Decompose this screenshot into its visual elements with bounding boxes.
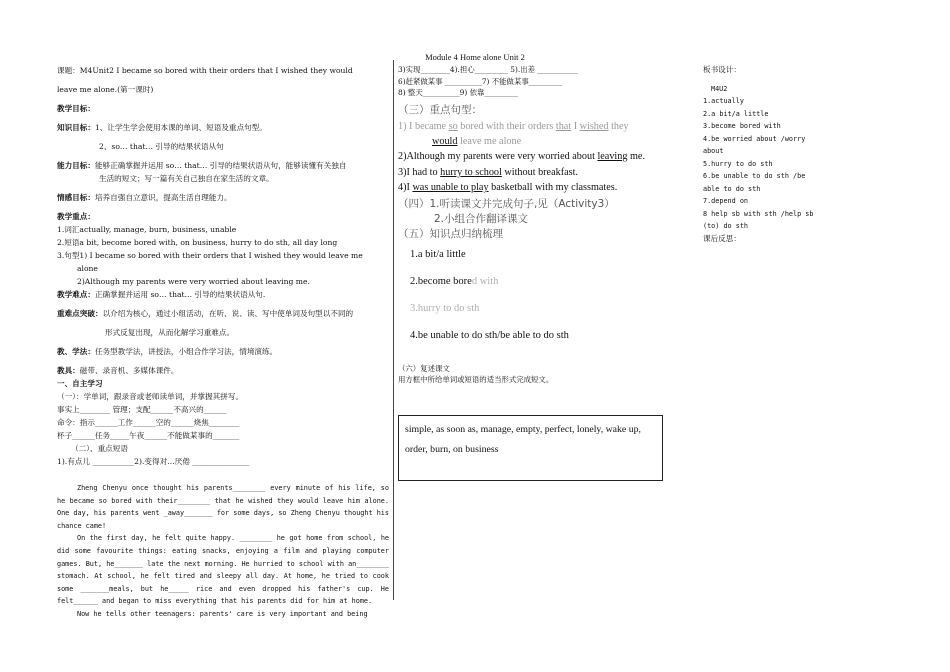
point-2 [398,276,698,287]
phrases-row-1: 1).有点儿 ___________2).变得对…厌倦 _______________ [57,457,250,466]
sentence-1-cont [398,134,698,149]
section-4-heading: （四）1.听读课文并完成句子,见（Activity3） [398,197,615,210]
key-sentences-cont: alone [77,264,98,273]
self-study-title: 一、自主学习 [57,379,103,388]
goals-title: 教学目标： [57,104,95,113]
task-2: （二）、重点短语 [71,444,128,453]
sentence-2-text: 2)Although my parents were very worried about [398,151,598,163]
words-row-2: 命令：指示______工作______空的______烧焦________ [57,418,240,427]
ability-label: 能力目标： [57,161,95,170]
page-header: Module 4 Home alone Unit 2 [425,52,525,62]
sentence-4-text-2: basketball with my classmates. [488,182,618,194]
board-item-2: 2.a bit/a little [703,109,769,118]
sentence-1-text-2: bored with their orders [457,120,556,132]
knowledge-1: 1、让学生学会使用本课的单词、短语及重点句型。 [94,123,267,132]
method-text: 任务型教学法，讲授法，小组合作学习法，情境演练。 [94,347,278,356]
sentence-1 [398,119,698,134]
reading-passage [57,482,389,621]
sentence-3 [398,165,698,180]
key-phrases: 2.短语a bit, become bored with, on business, hurry to do sth, all day long [57,238,338,247]
point-2-text-faint: d with [471,275,499,287]
section-5-heading: （五）知识点归纳梳理 [398,227,503,240]
section-6-heading: （六）复述课文 [398,363,450,373]
column-divider [393,60,394,600]
board-item-0: M4U2 [711,84,728,93]
board-item-3: 3.become bored with [703,122,781,130]
board-item-7: 7.depend on [703,197,749,205]
section-4-sub: 2.小组合作翻译课文 [434,212,529,225]
board-item-6: 6.be unable to do sth /be able to do sth [703,172,806,193]
point-3: 3.hurry to do sth [410,302,480,314]
sentence-1-text-5: leave me alone [457,135,522,147]
emotion-label: 情感目标： [57,193,95,202]
sentence-1-text-3: I [571,120,580,132]
key-points-title: 教学重点： [57,212,95,221]
sentence-1-wished: wished [579,120,609,132]
difficult-text: 正确掌握并运用 so… that… 引导的结果状语从句. [94,290,266,299]
point-2-text: 2.become bore [410,275,472,287]
key-sentences: 3.句型1) I became so bored with their orders that I wished they would leave me [57,251,363,260]
sentence-1-text: 1) I became [398,120,449,132]
section-6-instruction: 用方框中所给单词或短语的适当形式完成短文。 [398,375,554,385]
task-1: （一）：学单词，跟录音或老师读单词，并掌握其拼写。 [57,392,244,401]
point-4-text: be unable to do sth/be able to do sth [417,329,569,341]
topic-line-1: 课题：M4Unit2 I became so bored with their orders that I wished they would [57,66,353,75]
point-4-number: 4. [410,329,418,341]
board-item-5: 5.hurry to do sth [703,159,773,168]
phrases-row-4: 8) 整天__________9) 依靠_________ [398,88,518,97]
ability-2: 生活的短文；写一篇有关自己独自在家生活的文章。 [99,174,274,183]
passage-paragraph-2: On the first day, he felt quite happy. ________ he got home from school, he did some favourite things: eating snacks, enjoying a film and playing computer games. But, he_______ late the next morning. He hurried to school with an________ stomach. At school, he felt tired and sleepy all day. At home, he tried to cook some _______meals, but he_____ rice and even dropped his father's cup. He felt______ and began to miss everything that his parents did for him at home. [57,534,389,606]
knowledge-2: 2、so… that… 引导的结果状语从句 [99,142,224,151]
middle-column [398,64,698,386]
point-4 [398,330,698,341]
key-vocab: 1.词汇actually, manage, burn, business, unable [57,225,237,234]
sentence-2-text-2: me. [627,151,645,163]
sentence-4-text: 4)I [398,182,413,194]
passage-paragraph-1: Zheng Chenyu once thought his parents________ every minute of his life, so he became so bored with their________ that he wished they would leave him alone. One day, his parents went _away_______ for some days, so Zheng Chenyu thought his chance came! [57,484,389,530]
sentence-3-hurry: hurry to school [440,166,502,178]
sentence-4-unable: was unable to play [412,182,489,194]
board-item-8: 8 help sb with sth /help sb (to) do sth [703,209,814,230]
sentence-3-text: 3)I had to [398,166,441,178]
reflection-title: 课后反思： [703,233,741,243]
breakthrough-1: 以介绍为核心，通过小组活动，在听、说、读、写中使单词及句型以不同的 [102,309,354,318]
left-column [57,64,389,621]
section-3-heading: （三）重点句型： [398,103,482,116]
sentence-1-that: that [555,120,572,132]
method-label: 教、学法： [57,347,95,356]
phrases-row-3: 6)赶紧做某事 __________7) 不能做某事_________ [398,76,562,86]
breakthrough-label: 重难点突破： [57,309,103,318]
passage-paragraph-3: Now he tells other teenagers: parents' care is very important and being [77,609,368,618]
breakthrough-2: 形式反复出现，从而化解学习重难点。 [105,328,235,337]
point-1: 1.a bit/a little [410,248,466,260]
sentence-1-so: so [448,120,458,132]
topic-line-2: leave me alone.(第一课时) [57,85,154,94]
sentence-1-text-4: they [608,120,629,132]
words-row-3: 杯子______任务_____午夜______不能做某事的_______ [57,431,240,440]
sentence-3-text-2: without breakfast. [501,166,578,178]
key-sentences-2: 2)Although my parents were very worried about leaving me. [77,277,310,286]
board-item-1: 1.actually [703,97,744,105]
tools-text: 磁带、录音机、多媒体课件。 [79,366,179,375]
difficult-label: 教学难点： [57,290,95,299]
knowledge-label: 知识目标： [57,123,95,132]
sentence-4 [398,180,698,195]
phrases-row-2: 3)实现________4).担心_________ 5).出差 ___________ [398,65,578,74]
board-item-4: 4.be worried about /worry about [703,134,806,155]
emotion-text: 培养自强自立意识，提高生活自理能力。 [94,193,232,202]
board-design-title: 板书设计： [703,65,741,74]
word-bank-box: simple, as soon as, manage, empty, perfect, lonely, wake up, order, burn, on business [398,415,663,481]
sentence-2 [398,149,698,164]
words-row-1: 事实上________ 管理；支配______不高兴的______ [57,405,227,414]
ability-1: 能够正确掌握并运用 so… that… 引导的结果状语从句，能够读懂有关独自 [94,161,347,170]
sentence-1-would: would [432,135,458,147]
tools-label: 教具： [57,366,80,375]
right-column [703,64,823,245]
sentence-2-leaving: leaving [597,151,628,163]
